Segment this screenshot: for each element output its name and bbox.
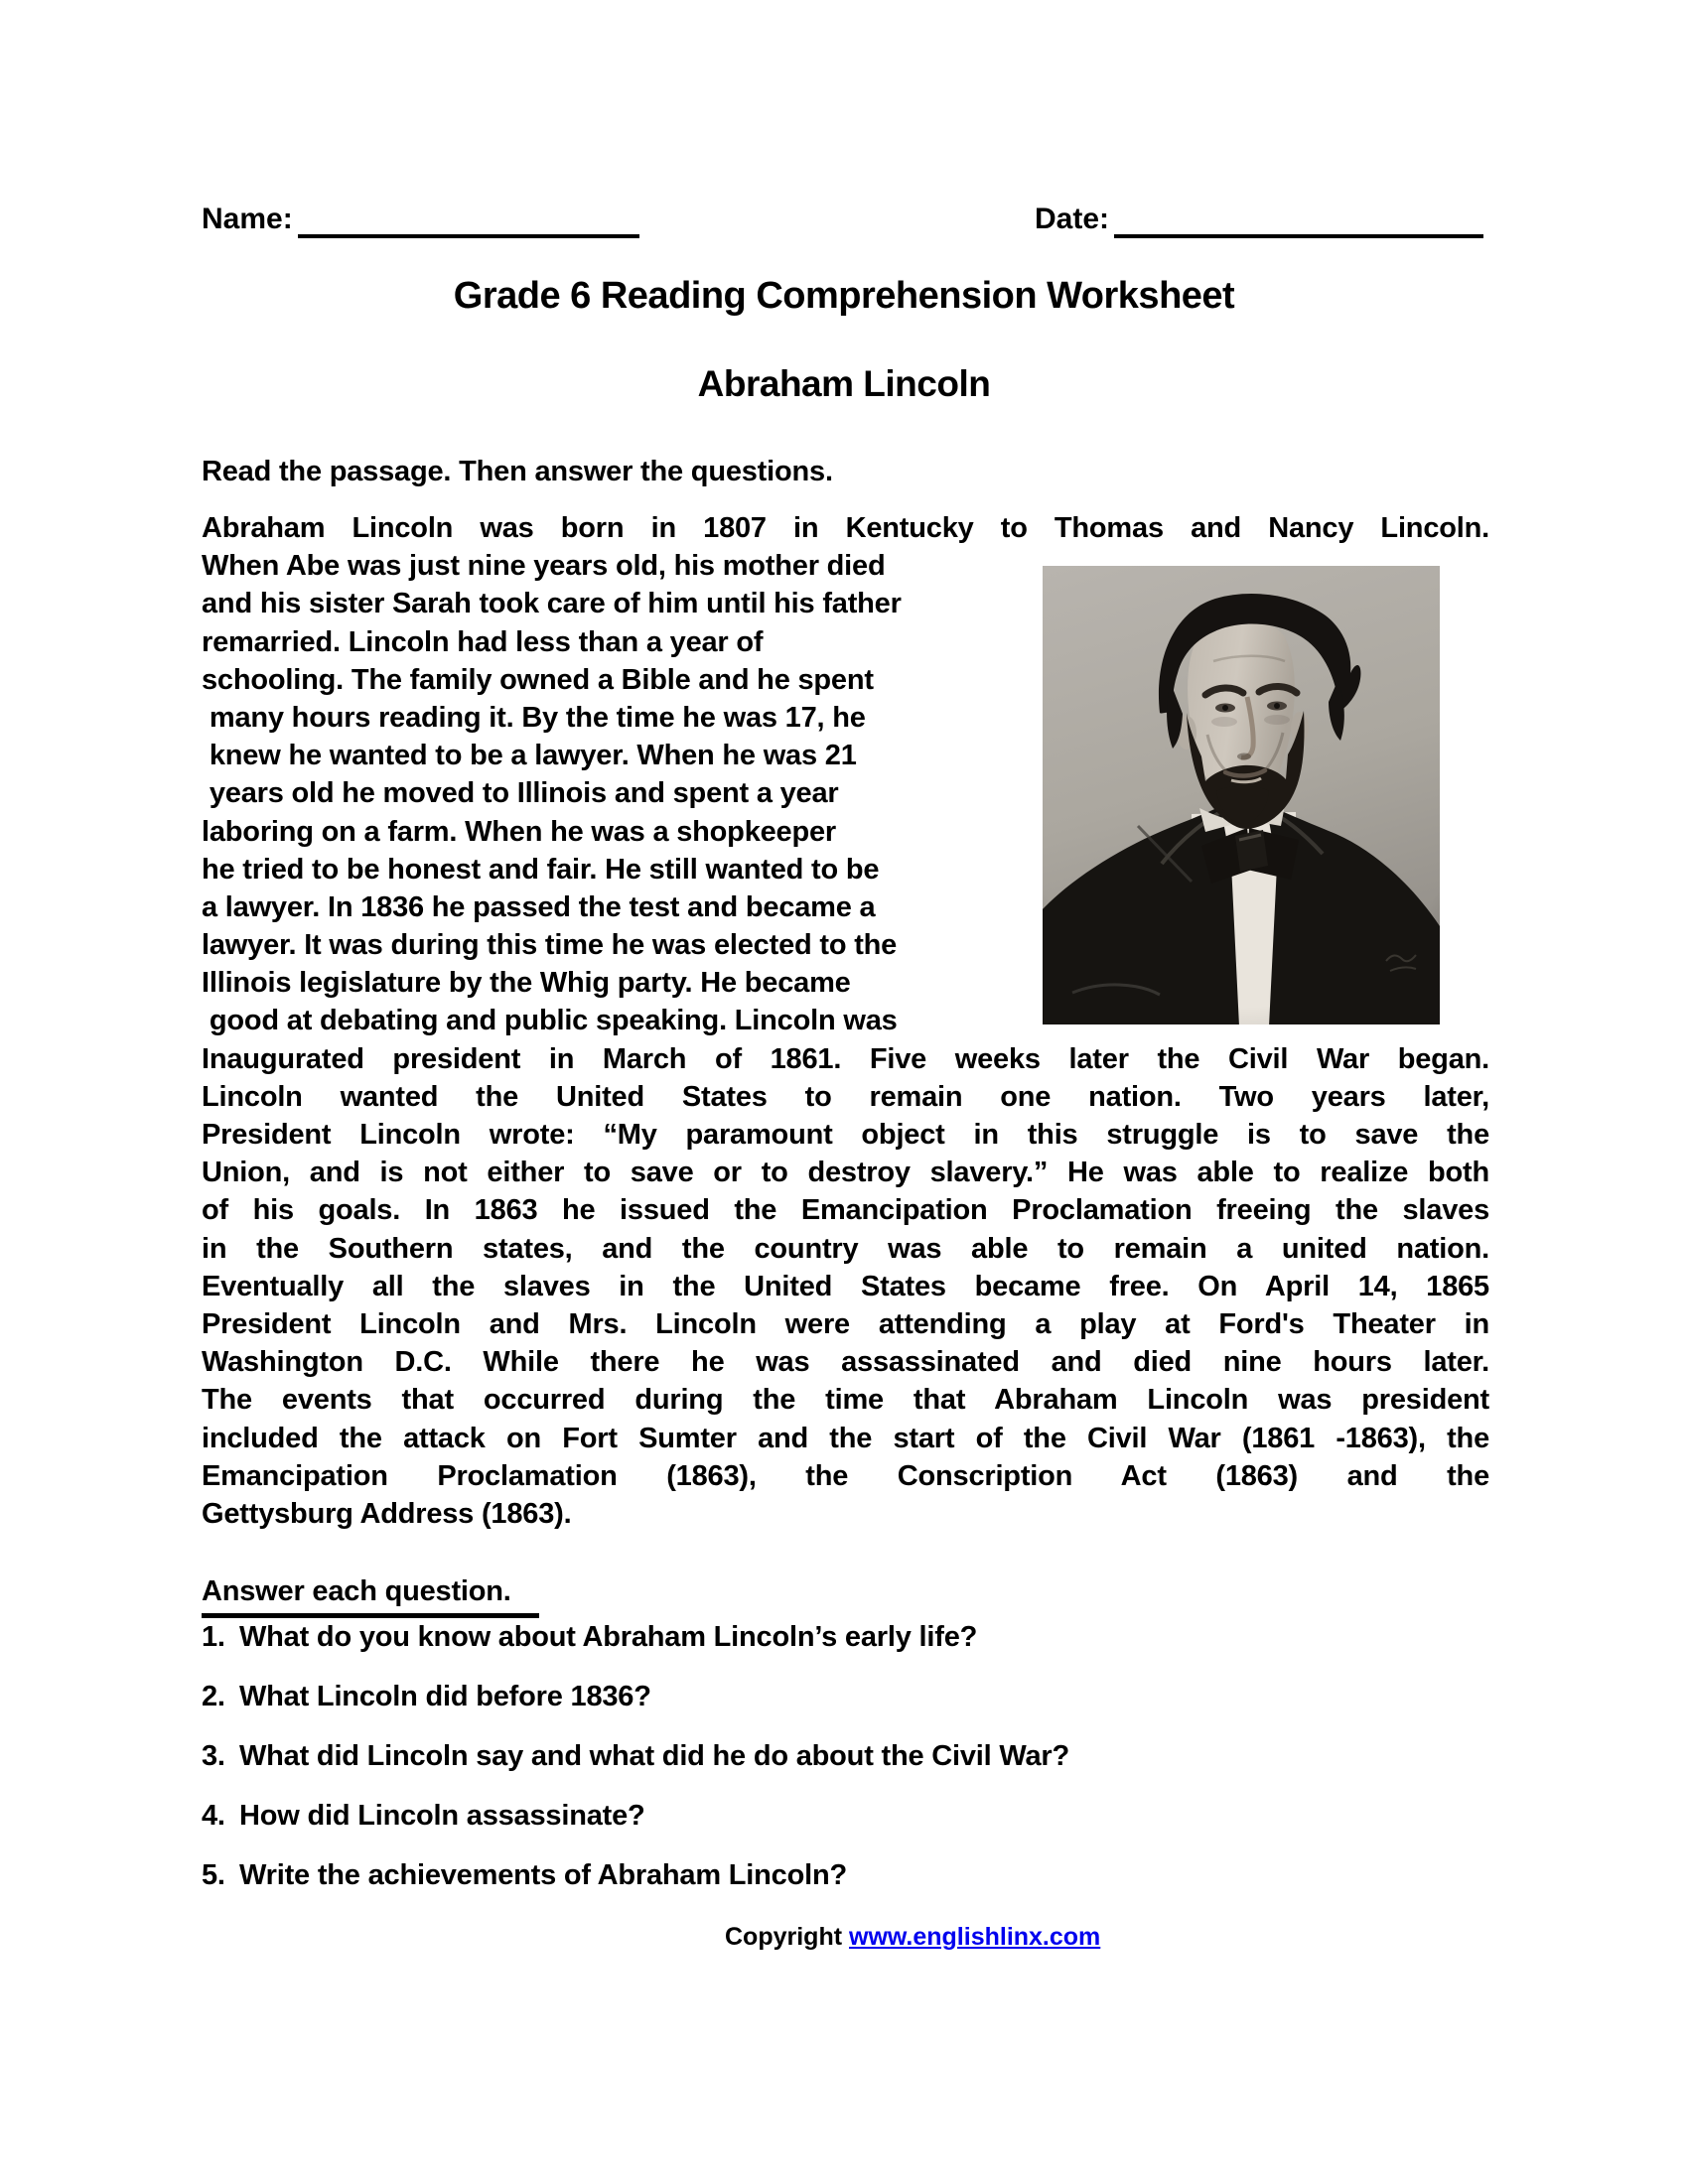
passage-line: knew he wanted to be a lawyer. When he was 21 <box>202 740 857 772</box>
name-label: Name: <box>202 203 293 235</box>
passage-line: and his sister Sarah took care of him until his father <box>202 588 902 620</box>
passage-line: Gettysburg Address (1863). <box>202 1497 572 1530</box>
passage-line: Illinois legislature by the Whig party. He became <box>202 967 851 1000</box>
lincoln-portrait-photo <box>1043 566 1440 1024</box>
passage-line: Emancipation Proclamation (1863), the Conscription Act (1863) and the <box>202 1459 1489 1492</box>
question-number: 5. <box>202 1859 225 1891</box>
question-item <box>202 1797 1592 1856</box>
page-title: Grade 6 Reading Comprehension Worksheet <box>453 275 1235 317</box>
question-text: Write the achievements of Abraham Lincoln? <box>239 1859 847 1891</box>
answer-heading: Answer each question. <box>202 1573 539 1618</box>
passage-line: Washington D.C. While there he was assassinated and died nine hours later. <box>202 1346 1489 1379</box>
question-item <box>202 1678 1592 1737</box>
question-number: 1. <box>202 1621 225 1653</box>
photo-vignette <box>1043 566 1440 1024</box>
passage-line: lawyer. It was during this time he was elected to the <box>202 929 898 962</box>
question-text: What did Lincoln say and what did he do about the Civil War? <box>239 1740 1069 1772</box>
passage-line: President Lincoln wrote: “My paramount object in this struggle is to save the <box>202 1119 1489 1151</box>
passage-line: of his goals. In 1863 he issued the Emancipation Proclamation freeing the slaves <box>202 1194 1489 1227</box>
footer <box>725 1922 1100 1952</box>
question-text: What Lincoln did before 1836? <box>239 1681 651 1712</box>
question-number: 4. <box>202 1800 225 1832</box>
passage-line: Abraham Lincoln was born in 1807 in Kentucky to Thomas and Nancy Lincoln. <box>202 512 1489 544</box>
passage-line: good at debating and public speaking. Lincoln was <box>202 1005 898 1037</box>
question-text: What do you know about Abraham Lincoln’s early life? <box>239 1621 978 1653</box>
question-item <box>202 1618 1592 1678</box>
passage-line: years old he moved to Illinois and spent a year <box>202 777 839 810</box>
passage-line: President Lincoln and Mrs. Lincoln were attending a play at Ford's Theater in <box>202 1307 1489 1340</box>
lincoln-portrait-svg <box>1043 566 1440 1024</box>
question-list <box>202 1618 1592 1916</box>
passage-line: many hours reading it. By the time he was 17, he <box>202 701 866 734</box>
question-item <box>202 1737 1592 1797</box>
passage-line: he tried to be honest and fair. He still wanted to be <box>202 853 880 886</box>
passage-line: The events that occurred during the time that Abraham Lincoln was president <box>202 1384 1489 1417</box>
passage-line: schooling. The family owned a Bible and he spent <box>202 663 874 696</box>
date-blank-line <box>1114 199 1483 238</box>
passage-line: in the Southern states, and the country was able to remain a united nation. <box>202 1232 1489 1265</box>
question-item <box>202 1856 1592 1916</box>
question-text: How did Lincoln assassinate? <box>239 1800 645 1832</box>
page-subtitle: Abraham Lincoln <box>697 363 991 404</box>
passage-line: a lawyer. In 1836 he passed the test and became a <box>202 890 876 923</box>
question-number: 2. <box>202 1681 225 1712</box>
name-blank-line <box>298 199 639 238</box>
passage-line: Lincoln wanted the United States to remain one nation. Two years later, <box>202 1080 1489 1113</box>
copyright-label: Copyright <box>725 1923 849 1951</box>
passage-line: Eventually all the slaves in the United States became free. On April 14, 1865 <box>202 1270 1489 1302</box>
passage-line: included the attack on Fort Sumter and the start of the Civil War (1861 -1863), the <box>202 1422 1489 1454</box>
instruction-text: Read the passage. Then answer the questions. <box>202 456 833 487</box>
passage-line: Inaugurated president in March of 1861. Five weeks later the Civil War began. <box>202 1042 1489 1075</box>
date-label: Date: <box>1035 203 1110 235</box>
passage-line: remarried. Lincoln had less than a year of <box>202 625 764 658</box>
passage-line: laboring on a farm. When he was a shopkeeper <box>202 815 837 848</box>
copyright-link[interactable]: www.englishlinx.com <box>849 1923 1101 1951</box>
question-number: 3. <box>202 1740 225 1772</box>
passage-line: Union, and is not either to save or to destroy slavery.” He was able to realize both <box>202 1157 1489 1189</box>
passage-line: When Abe was just nine years old, his mother died <box>202 550 886 583</box>
